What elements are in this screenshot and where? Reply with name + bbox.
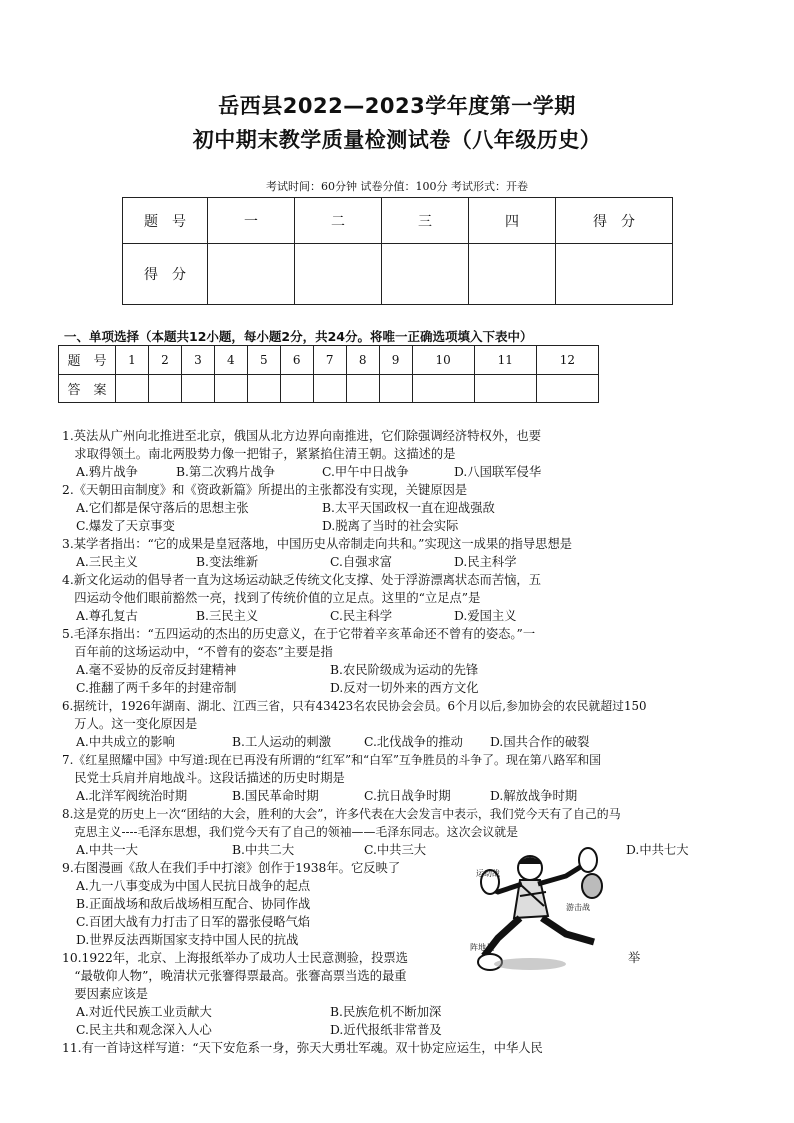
title-line-2: 初中期末教学质量检测试卷（八年级历史） (192, 128, 602, 152)
option-6c: C.北伐战争的推动 (364, 735, 463, 749)
question-4-line: 四运动令他们眼前豁然一亮，找到了传统价值的立足点。这里的“立足点”是 (62, 591, 481, 605)
option-3a: A.三民主义 (76, 555, 138, 569)
answer-number: 5 (247, 346, 280, 375)
score-header-cell: 四 (469, 198, 556, 244)
score-cell[interactable] (208, 244, 295, 305)
option-4c: C.民主科学 (330, 609, 393, 623)
option-4a: A.尊孔复古 (76, 609, 138, 623)
question-8-line: 克思主义----毛泽东思想，我们党今天有了自己的领袖——毛泽东同志。这次会议就是 (62, 825, 519, 839)
answer-number: 8 (346, 346, 379, 375)
option-10b: B.民族危机不断加深 (330, 1005, 442, 1019)
answer-number: 9 (379, 346, 412, 375)
question-1-line: 求取得领土。南北两股势力像一把钳子，紧紧掐住清王朝。这描述的是 (62, 447, 456, 461)
answer-cell[interactable] (379, 374, 412, 403)
option-2c: C.爆发了天京事变 (76, 519, 175, 533)
score-cell[interactable] (295, 244, 382, 305)
option-5b: B.农民阶级成为运动的先锋 (330, 663, 479, 677)
question-4-line: 4.新文化运动的倡导者一直为这场运动缺乏传统文化支撑、处于浮游漂离状态而苦恼，五 (62, 573, 542, 587)
answer-number: 12 (536, 346, 598, 375)
question-7-line: 7.《红星照耀中国》中写道:现在已再没有所谓的“红军”和“白军”互争胜员的斗争了。现在第八路军和国 (62, 753, 602, 767)
title-line-1: 岳西县2022—2023学年度第一学期 (218, 94, 576, 118)
option-1b: B.第二次鸦片战争 (176, 465, 276, 479)
score-cell[interactable] (469, 244, 556, 305)
score-header-cell: 得 分 (556, 198, 673, 244)
option-7c: C.抗日战争时期 (364, 789, 451, 803)
answer-header-label: 题 号 (59, 346, 116, 375)
comic-drawing (470, 846, 620, 976)
answer-number: 2 (148, 346, 181, 375)
score-header-cell: 题 号 (123, 198, 208, 244)
answer-number: 10 (412, 346, 474, 375)
question-10-line: 要因素应该是 (62, 987, 149, 1001)
answer-cell[interactable] (247, 374, 280, 403)
answer-cell[interactable] (346, 374, 379, 403)
option-2b: B.太平天国政权一直在迎战强敌 (322, 501, 495, 515)
option-6d: D.国共合作的破裂 (490, 735, 590, 749)
question-8-line: 8.这是党的历史上一次“团结的大会，胜利的大会”，许多代表在大会发言中表示，我们党今天有了自己的马 (62, 807, 621, 821)
question-3-line: 3.某学者指出：“它的成果是皇冠落地，中国历史从帝制走向共和。”实现这一成果的指导思想是 (62, 537, 573, 551)
question-10-line-tail: 举 (628, 951, 641, 965)
question-11-line: 11.有一首诗这样写道：“天下安危系一身，弥天大勇壮军魂。双十协定应运生，中华人民 (62, 1041, 543, 1055)
option-3d: D.民主科学 (454, 555, 517, 569)
option-9b: B.正面战场和敌后战场相互配合、协同作战 (76, 897, 311, 911)
option-5c: C.推翻了两千多年的封建帝制 (76, 681, 237, 695)
question-10-line: “最敬仰人物”，晚清状元张謇得票最高。张謇高票当选的最重 (62, 969, 407, 983)
comic-label: 运动战 (476, 869, 500, 878)
answer-table (58, 345, 599, 403)
option-7d: D.解放战争时期 (490, 789, 578, 803)
option-4b: B.三民主义 (196, 609, 259, 623)
answer-cell[interactable] (181, 374, 214, 403)
question-6-line: 万人。这一变化原因是 (62, 717, 198, 731)
option-9d: D.世界反法西斯国家支持中国人民的抗战 (76, 933, 299, 947)
answer-row-label: 答 案 (59, 374, 116, 403)
option-6b: B.工人运动的刺激 (232, 735, 332, 749)
comic-label: 游击战 (566, 903, 590, 912)
answer-cell[interactable] (313, 374, 346, 403)
option-1c: C.甲午中日战争 (322, 465, 409, 479)
question-9-line: 9.右图漫画《敌人在我们手中打滚》创作于1938年。它反映了 (62, 861, 401, 875)
answer-number: 1 (116, 346, 149, 375)
option-9c: C.百团大战有力打击了日军的嚣张侵略气焰 (76, 915, 311, 929)
score-cell[interactable] (382, 244, 469, 305)
option-3b: B.变法维新 (196, 555, 259, 569)
option-1a: A.鸦片战争 (76, 465, 138, 479)
option-10a: A.对近代民族工业贡献大 (76, 1005, 212, 1019)
score-header-cell: 二 (295, 198, 382, 244)
answer-cell[interactable] (474, 374, 536, 403)
question-1-line: 1.英法从广州向北推进至北京，俄国从北方边界向南推进，它们除强调经济特权外，也要 (62, 429, 542, 443)
answer-number: 4 (214, 346, 247, 375)
answer-number: 7 (313, 346, 346, 375)
answer-cell[interactable] (412, 374, 474, 403)
answer-cell[interactable] (214, 374, 247, 403)
option-10c: C.民主共和观念深入人心 (76, 1023, 212, 1037)
score-table (122, 197, 673, 305)
question-2-line: 2.《天朝田亩制度》和《资政新篇》所提出的主张都没有实现，关键原因是 (62, 483, 468, 497)
answer-number: 6 (280, 346, 313, 375)
option-2d: D.脱离了当时的社会实际 (322, 519, 459, 533)
option-8a: A.中共一大 (76, 843, 138, 857)
score-row-label: 得 分 (123, 244, 208, 305)
answer-cell[interactable] (116, 374, 149, 403)
exam-info: 考试时间：60分钟 试卷分值：100分 考试形式：开卷 (266, 180, 528, 193)
question-5-line: 5.毛泽东指出：“五四运动的杰出的历史意义，在于它带着辛亥革命还不曾有的姿态。”一 (62, 627, 536, 641)
question-10-line: 10.1922年，北京、上海报纸举办了成功人士民意测验，投票选 (62, 951, 408, 965)
answer-number: 11 (474, 346, 536, 375)
option-3c: C.自强求富 (330, 555, 393, 569)
option-7b: B.国民革命时期 (232, 789, 319, 803)
option-8c: C.中共三大 (364, 843, 427, 857)
answer-cell[interactable] (280, 374, 313, 403)
option-10d: D.近代报纸非常普及 (330, 1023, 442, 1037)
score-header-cell: 三 (382, 198, 469, 244)
section-1-heading: 一、单项选择（本题共12小题，每小题2分，共24分。将唯一正确选项填入下表中） (64, 329, 533, 344)
option-5a: A.毫不妥协的反帝反封建精神 (76, 663, 237, 677)
comic-label: 阵地战 (470, 943, 494, 952)
option-2a: A.它们都是保守落后的思想主张 (76, 501, 249, 515)
answer-cell[interactable] (536, 374, 598, 403)
option-4d: D.爱国主义 (454, 609, 517, 623)
question-7-line: 民党士兵肩并肩地战斗。这段话描述的历史时期是 (62, 771, 345, 785)
option-8d: D.中共七大 (626, 843, 689, 857)
answer-cell[interactable] (148, 374, 181, 403)
option-7a: A.北洋军阀统治时期 (76, 789, 188, 803)
option-5d: D.反对一切外来的西方文化 (330, 681, 479, 695)
score-cell[interactable] (556, 244, 673, 305)
option-9a: A.九一八事变成为中国人民抗日战争的起点 (76, 879, 311, 893)
answer-number: 3 (181, 346, 214, 375)
question-5-line: 百年前的这场运动中，“不曾有的姿态”主要是指 (62, 645, 333, 659)
option-1d: D.八国联军侵华 (454, 465, 542, 479)
option-6a: A.中共成立的影响 (76, 735, 175, 749)
question-6-line: 6.据统计，1926年湖南、湖北、江西三省，只有43423名农民协会会员。6个月以后,参加协会的农民就超过150 (62, 699, 647, 713)
comic-illustration (470, 846, 620, 976)
option-8b: B.中共二大 (232, 843, 295, 857)
score-header-cell: 一 (208, 198, 295, 244)
